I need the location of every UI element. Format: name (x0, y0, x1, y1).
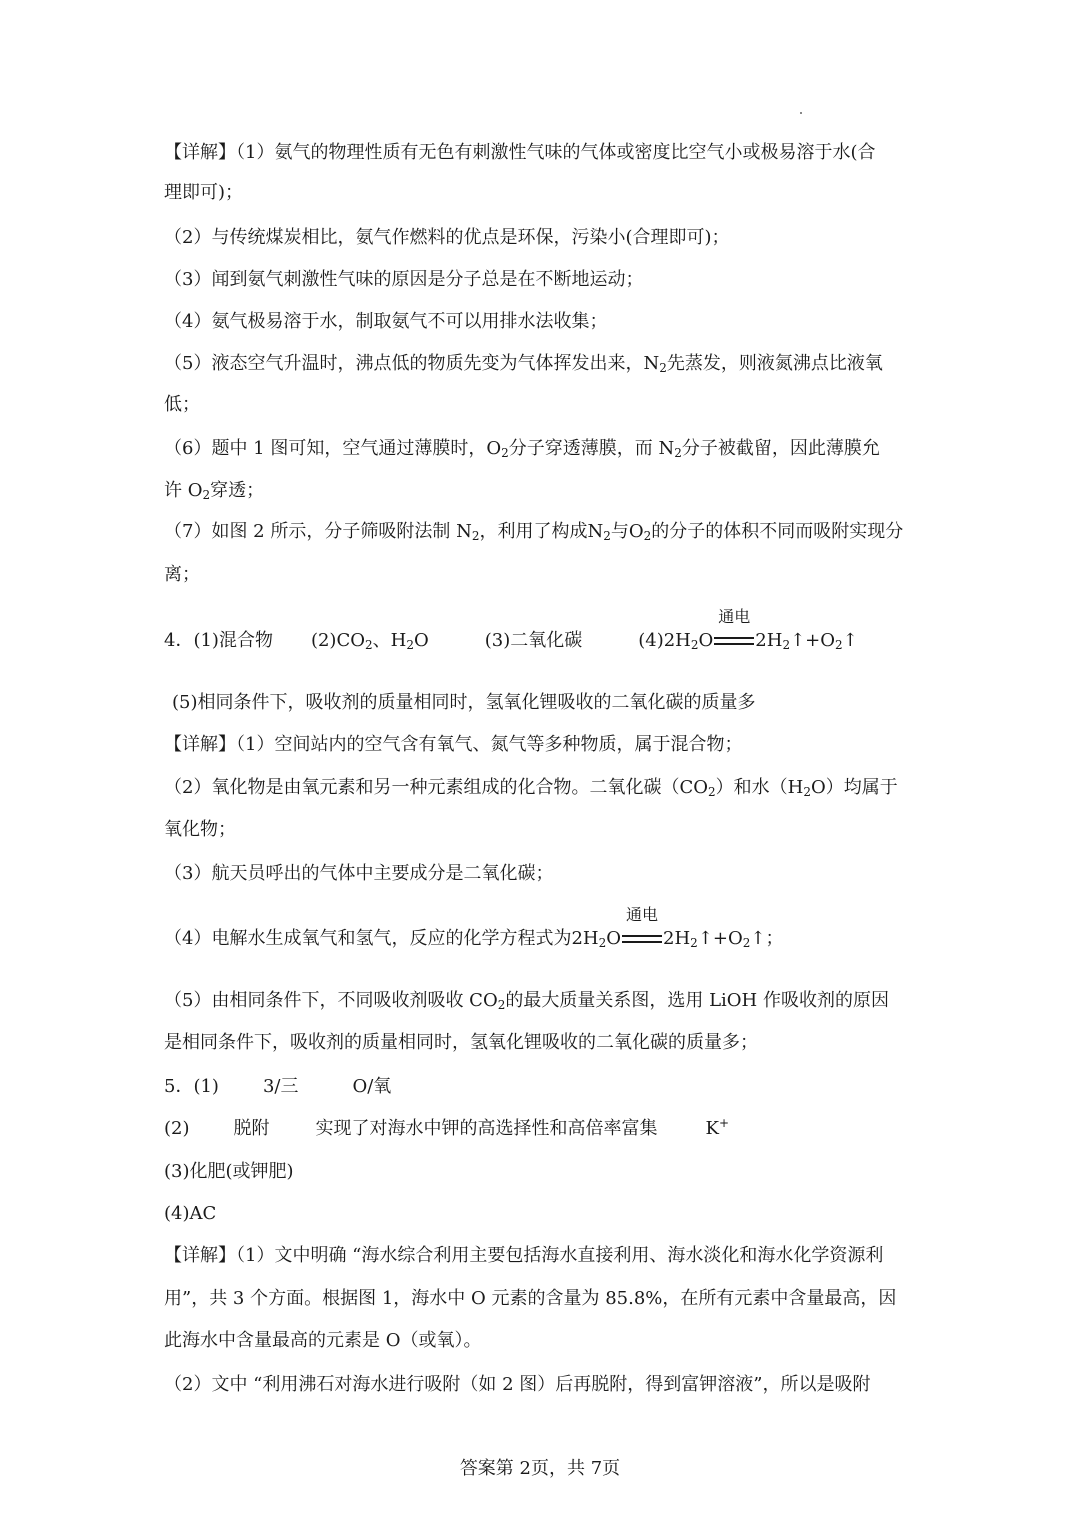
q4-detail-1: 【详解】（1）空间站内的空气含有氧气、氮气等多种物质，属于混合物； (164, 734, 743, 755)
q5-detail-2a: （2）文中 “利用沸石对海水进行吸附（如 2 图）后再脱附，得到富钾溶液”，所以是吸附 (164, 1374, 871, 1395)
q3-detail-4: （4）氨气极易溶于水，制取氨气不可以用排水法收集； (164, 311, 608, 332)
q4-answers: 4．(1)混合物 $(2)CO_2$、$H_2O$ (3)二氧化碳 $(4)2H_2O$ 通电 $2H_2↑+O_2↑$ (164, 607, 858, 652)
q3-detail-6a: （6）题中 1 图可知，空气通过薄膜时，$O_2$分子穿透薄膜，而 $N_2$分子被截留，因此薄膜允 (164, 438, 880, 460)
page-footer: 答案第 2页，共 7页 (459, 1458, 621, 1479)
reaction-condition-arrow: 通电 (713, 629, 755, 653)
q3-detail-1b: 理即可)； (164, 182, 244, 203)
q5-answer-2: (2) 脱附 实现了对海水中钾的高选择性和高倍率富集 K+ (164, 1116, 730, 1139)
q4-answer-5: (5)相同条件下，吸收剂的质量相同时，氢氧化锂吸收的二氧化碳的质量多 (172, 692, 756, 713)
q3-detail-5b: 低； (164, 394, 200, 415)
q5-detail-1c: 此海水中含量最高的元素是 O（或氧）。 (164, 1330, 482, 1351)
q3-detail-5a: （5）液态空气升温时，沸点低的物质先变为气体挥发出来，$N_2$先蒸发，则液氮沸点比液氧 (164, 353, 883, 375)
q4-detail-3: （3）航天员呼出的气体中主要成分是二氧化碳； (164, 863, 554, 884)
q4-detail-4: （4）电解水生成氧气和氢气，反应的化学方程式为$2H_2O$ 通电 $2H_2↑+O_2↑$； (164, 905, 784, 950)
q5-detail-1a: 【详解】（1）文中明确 “海水综合利用主要包括海水直接利用、海水淡化和海水化学资源利 (164, 1245, 884, 1266)
q5-detail-1b: 用”，共 3 个方面。根据图 1，海水中 O 元素的含量为 85.8%，在所有元素中含量最高，因 (164, 1288, 897, 1309)
q3-detail-2: （2）与传统煤炭相比，氨气作燃料的优点是环保，污染小(合理即可)； (164, 227, 730, 248)
q3-detail-1a: 【详解】（1）氨气的物理性质有无色有刺激性气味的气体或密度比空气小或极易溶于水(合 (164, 142, 876, 163)
q4-detail-5b: 是相同条件下，吸收剂的质量相同时，氢氧化锂吸收的二氧化碳的质量多； (164, 1032, 758, 1053)
q5-answer-3: (3)化肥(或钾肥) (164, 1161, 294, 1182)
q5-answer-1: 5．(1) 3/三 O/氧 (164, 1076, 392, 1097)
q4-detail-2b: 氧化物； (164, 819, 236, 840)
q3-detail-3: （3）闻到氨气刺激性气味的原因是分子总是在不断地运动； (164, 269, 644, 290)
reaction-condition-arrow: 通电 (621, 927, 663, 951)
q3-detail-7b: 离； (164, 564, 200, 585)
scan-speck (800, 112, 802, 114)
q3-detail-6b: 许 $O_2$穿透； (164, 480, 265, 502)
q4-detail-5a: （5）由相同条件下，不同吸收剂吸收 $CO_2$的最大质量关系图，选用 LiOH 作吸收剂的原因 (164, 990, 889, 1012)
q5-answer-4: (4)AC (164, 1203, 217, 1224)
q4-detail-2a: （2）氧化物是由氧元素和另一种元素组成的化合物。二氧化碳$(CO_2)$和水$(H_2O)$均属于 (164, 777, 898, 799)
q3-detail-7a: （7）如图 2 所示，分子筛吸附法制 $N_2$，利用了构成$N_2$与$O_2$的分子的体积不同而吸附实现分 (164, 521, 904, 543)
